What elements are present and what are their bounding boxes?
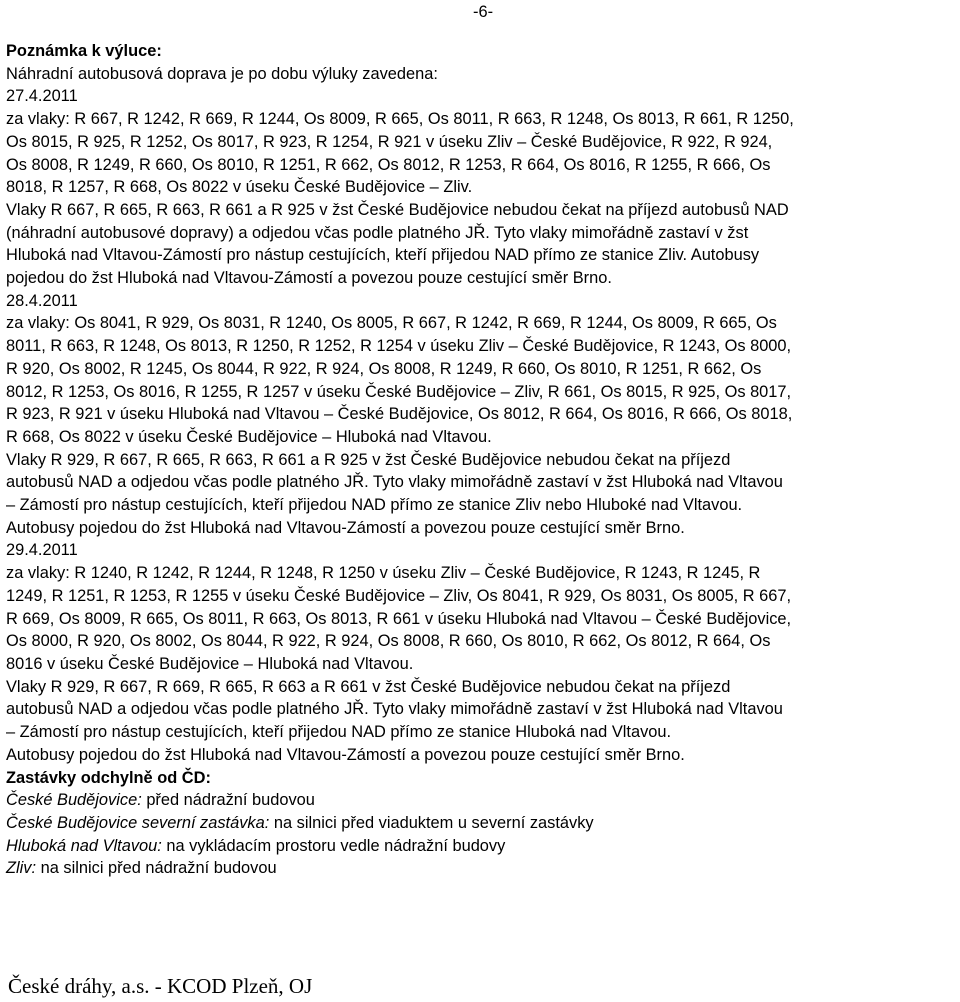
paragraph-line: 8018, R 1257, R 668, Os 8022 v úseku České Budějovice – Zliv. (6, 178, 473, 197)
stop-item (6, 857, 956, 880)
paragraph-line: R 668, Os 8022 v úseku České Budějovice – Hluboká nad Vltavou. (6, 427, 492, 446)
intro-text: Náhradní autobusová doprava je po dobu výluky zavedena: (6, 64, 438, 83)
section-date: 29.4.2011 (6, 541, 78, 560)
paragraph-line: – Zámostí pro nástup cestujících, kteří přijedou NAD přímo ze stanice Hluboká nad Vltavou. (6, 723, 672, 742)
note-heading: Poznámka k výluce: (6, 42, 162, 60)
paragraph-line: pojedou do žst Hluboká nad Vltavou-Zámostí a povezou pouze cestující směr Brno. (6, 269, 612, 288)
page-number: -6- (473, 3, 494, 21)
section-date: 27.4.2011 (6, 87, 78, 106)
paragraph-line: R 923, R 921 v úseku Hluboká nad Vltavou – České Budějovice, Os 8012, R 664, Os 8016, R 666, Os 8018, (6, 405, 793, 424)
section-28-4 (6, 290, 956, 540)
paragraph-line: za vlaky: R 667, R 1242, R 669, R 1244, Os 8009, R 665, Os 8011, R 663, R 1248, Os 8013, R 661, R 1250, (6, 110, 794, 129)
paragraph-line: (náhradní autobusové dopravy) a odjedou včas podle platného JŘ. Tyto vlaky mimořádně zastaví v žst (6, 223, 749, 242)
section-27-4 (6, 85, 956, 289)
page-footer: České dráhy, a.s. - KCOD Plzeň, OJ (8, 974, 313, 998)
paragraph-line: autobusů NAD a odjedou včas podle platného JŘ. Tyto vlaky mimořádně zastaví v žst Hluboká nad Vltavou (6, 700, 783, 719)
stop-description: před nádražní budovou (141, 791, 315, 810)
section-29-4 (6, 539, 956, 766)
stops-heading: Zastávky odchylně od ČD: (6, 768, 211, 787)
paragraph-line: Hluboká nad Vltavou-Zámostí pro nástup cestujících, kteří přijedou NAD přímo ze stanice Zliv. Autobusy (6, 246, 760, 265)
paragraph-line: 8012, R 1253, Os 8016, R 1255, R 1257 v úseku České Budějovice – Zliv, R 661, Os 8015, R 925, Os 8017, (6, 382, 792, 401)
paragraph-line: R 669, Os 8009, R 665, Os 8011, R 663, Os 8013, R 661 v úseku Hluboká nad Vltavou – České Budějovice, (6, 609, 792, 628)
paragraph-line: 1249, R 1251, R 1253, R 1255 v úseku České Budějovice – Zliv, Os 8041, R 929, Os 8031, Os 8005, R 667, (6, 586, 792, 605)
section-date: 28.4.2011 (6, 291, 78, 310)
stop-description: na silnici před viaduktem u severní zastávky (269, 813, 594, 832)
stop-description: na vykládacím prostoru vedle nádražní budovy (161, 836, 506, 855)
paragraph-line: Vlaky R 929, R 667, R 669, R 665, R 663 a R 661 v žst České Budějovice nebudou čekat na příjezd (6, 677, 731, 696)
paragraph-line: Os 8000, R 920, Os 8002, Os 8044, R 922, R 924, Os 8008, R 660, Os 8010, R 662, Os 8012, R 664, Os (6, 632, 771, 651)
paragraph-line: za vlaky: Os 8041, R 929, Os 8031, R 1240, Os 8005, R 667, R 1242, R 669, R 1244, Os 8009, R 665, Os (6, 314, 777, 333)
paragraph-line: za vlaky: R 1240, R 1242, R 1244, R 1248, R 1250 v úseku Zliv – České Budějovice, R 1243, R 1245, R (6, 564, 761, 583)
stop-item (6, 835, 956, 858)
stops-section (6, 767, 956, 881)
paragraph-line: Autobusy pojedou do žst Hluboká nad Vltavou-Zámostí a povezou pouze cestující směr Brno. (6, 745, 685, 764)
stop-place: České Budějovice: (6, 791, 142, 810)
stop-description: na silnici před nádražní budovou (36, 859, 277, 878)
paragraph-line: Autobusy pojedou do žst Hluboká nad Vltavou-Zámostí a povezou pouze cestující směr Brno. (6, 518, 685, 537)
paragraph-line: Os 8015, R 925, R 1252, Os 8017, R 923, R 1254, R 921 v úseku Zliv – České Budějovice, R 922, R 924, (6, 132, 773, 151)
stop-item (6, 812, 956, 835)
stop-place: Zliv: (6, 859, 37, 878)
document-body (6, 40, 956, 880)
paragraph-line: 8011, R 663, R 1248, Os 8013, R 1250, R 1252, R 1254 v úseku Zliv – České Budějovice, R 1243, Os 8000, (6, 337, 792, 356)
paragraph-line: – Zámostí pro nástup cestujících, kteří přijedou NAD přímo ze stanice Zliv nebo Hluboké nad Vltavou. (6, 496, 743, 515)
paragraph-line: R 920, Os 8002, R 1245, Os 8044, R 922, R 924, Os 8008, R 1249, R 660, Os 8010, R 1251, R 662, Os (6, 359, 762, 378)
stop-place: České Budějovice severní zastávka: (6, 813, 270, 832)
paragraph-line: Vlaky R 667, R 665, R 663, R 661 a R 925 v žst České Budějovice nebudou čekat na příjezd autobusů NAD (6, 200, 789, 219)
paragraph-line: 8016 v úseku České Budějovice – Hluboká nad Vltavou. (6, 654, 414, 673)
paragraph-line: Os 8008, R 1249, R 660, Os 8010, R 1251, R 662, Os 8012, R 1253, R 664, Os 8016, R 1255, R 666, Os (6, 155, 771, 174)
stop-item (6, 789, 956, 812)
paragraph-line: autobusů NAD a odjedou včas podle platného JŘ. Tyto vlaky mimořádně zastaví v žst Hluboká nad Vltavou (6, 473, 783, 492)
stop-place: Hluboká nad Vltavou: (6, 836, 162, 855)
paragraph-line: Vlaky R 929, R 667, R 665, R 663, R 661 a R 925 v žst České Budějovice nebudou čekat na příjezd (6, 450, 731, 469)
